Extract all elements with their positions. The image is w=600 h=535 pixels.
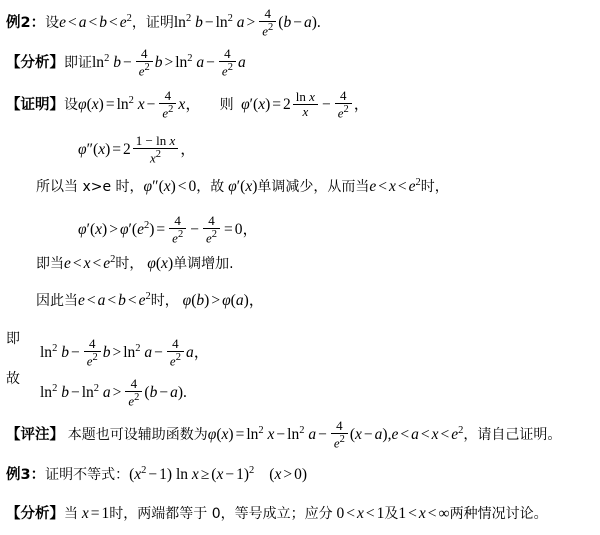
reasoning-text-7: 单调增加.: [173, 256, 234, 272]
analysis-line-2: 【分析】当 x = 1时，两端都等于 0，等号成立；应分 0 < x < 1及1 < x < ∞两种情况讨论。: [6, 505, 548, 522]
proof-label: 【证明】: [6, 97, 64, 114]
analysis-line-1: 【分析】即证$\ln^2 b$ − $\frac{4}{e^2}$ $b > \ln^2 a$ − $\frac{4}{e^2}$ a: [6, 46, 246, 79]
reasoning-text-2: ，故: [196, 179, 225, 195]
example-3-text: 证明不等式：: [45, 467, 130, 483]
ji-label: 即: [6, 331, 20, 347]
analysis-text-2: 当: [64, 506, 78, 522]
proof-then-word: 则: [219, 97, 234, 114]
conclusion-line-1: $\ln^2 b$ − $\frac{4}{e^2}$ $b > \ln^2 a$ − $\frac{4}{e^2}$ a，: [40, 336, 210, 369]
reasoning-text-4: 时，: [420, 179, 449, 195]
reasoning-text-9: 时，: [150, 293, 179, 309]
analysis-text-1: 即证: [64, 55, 92, 72]
proof-line-1: 【证明】设$\varphi(x) = \ln^2 x$ − $\frac{4}{e^2}$ x， 则 φ′(x) = 2 $\frac{\text{ln x}}{x}$ − $\frac{4}{e^2}$ ，: [6, 88, 370, 121]
analysis-label-2: 【分析】: [6, 506, 64, 522]
remark-text-2: ，请自己证明。: [463, 427, 562, 444]
reasoning-line-2: 即当$e < x < e^2$时， φ(x)单调增加.: [36, 254, 234, 272]
remark-line: 【评注】 本题也可设辅助函数为$\varphi(x) = \ln^2 x - \ln^2 a$ − $\frac{4}{e^2}$ $(x - a),e < a < x < e^2$，请自己证明。: [6, 418, 562, 451]
second-derivative-line: φ″(x) = 2 $\frac{\text{1 − ln x}}{x^2}$ ，: [78, 133, 196, 166]
derivative-inequality-line: $\varphi'(x) > \varphi'(e^2)$ = $\frac{4}{e^2}$ − $\frac{4}{e^2}$ = 0，: [78, 213, 258, 246]
conclusion-label-2: [6, 372, 20, 387]
reasoning-text-8: 因此当: [36, 293, 78, 309]
example-2-set-word: 设: [45, 15, 60, 32]
remark-label: 【评注】: [6, 427, 64, 444]
example-2-prove-word: ，证明: [131, 15, 174, 32]
conclusion-label-1: [6, 332, 20, 347]
proof-set-word: 设: [64, 97, 78, 114]
remark-text-1: 本题也可设辅助函数为: [67, 427, 208, 444]
example-3-statement: 例3：证明不等式：$(x^2 - 1)$ $\ln x \ge (x - 1)^2$ (x > 0): [6, 465, 308, 483]
analysis-label-1: 【分析】: [6, 55, 64, 72]
example-2-statement: 例2：设$e < a < b < e^2$，证明$\ln^2 b - \ln^2 a$ > $\frac{4}{e^2}$ (b − a).: [6, 6, 321, 39]
analysis-text-4: 及: [384, 506, 399, 522]
reasoning-text-6: 时，: [115, 256, 144, 272]
gu-label: 故: [6, 371, 20, 387]
analysis-text-3: 时，两端都等于 0，等号成立；应分: [109, 506, 333, 522]
reasoning-text-1: 所以当 x>e 时，: [36, 179, 144, 195]
conclusion-line-2: $\ln^2 b - \ln^2 a$ > $\frac{4}{e^2}$ (b − a).: [40, 376, 187, 409]
reasoning-text-3: 单调减少，从而当: [257, 179, 370, 195]
example-3-label: 例3：: [6, 467, 46, 483]
analysis-text-5: 两种情况讨论。: [449, 506, 548, 522]
reasoning-line-1: 所以当 x>e 时，φ″(x) < 0，故 φ′(x)单调减少，从而当$e < x < e^2$时，: [36, 177, 449, 195]
reasoning-text-5: 即当: [36, 256, 64, 272]
reasoning-line-3: 因此当$e < a < b < e^2$时， φ(b) > φ(a)，: [36, 291, 265, 309]
example-2-label: 例2：: [6, 15, 46, 32]
